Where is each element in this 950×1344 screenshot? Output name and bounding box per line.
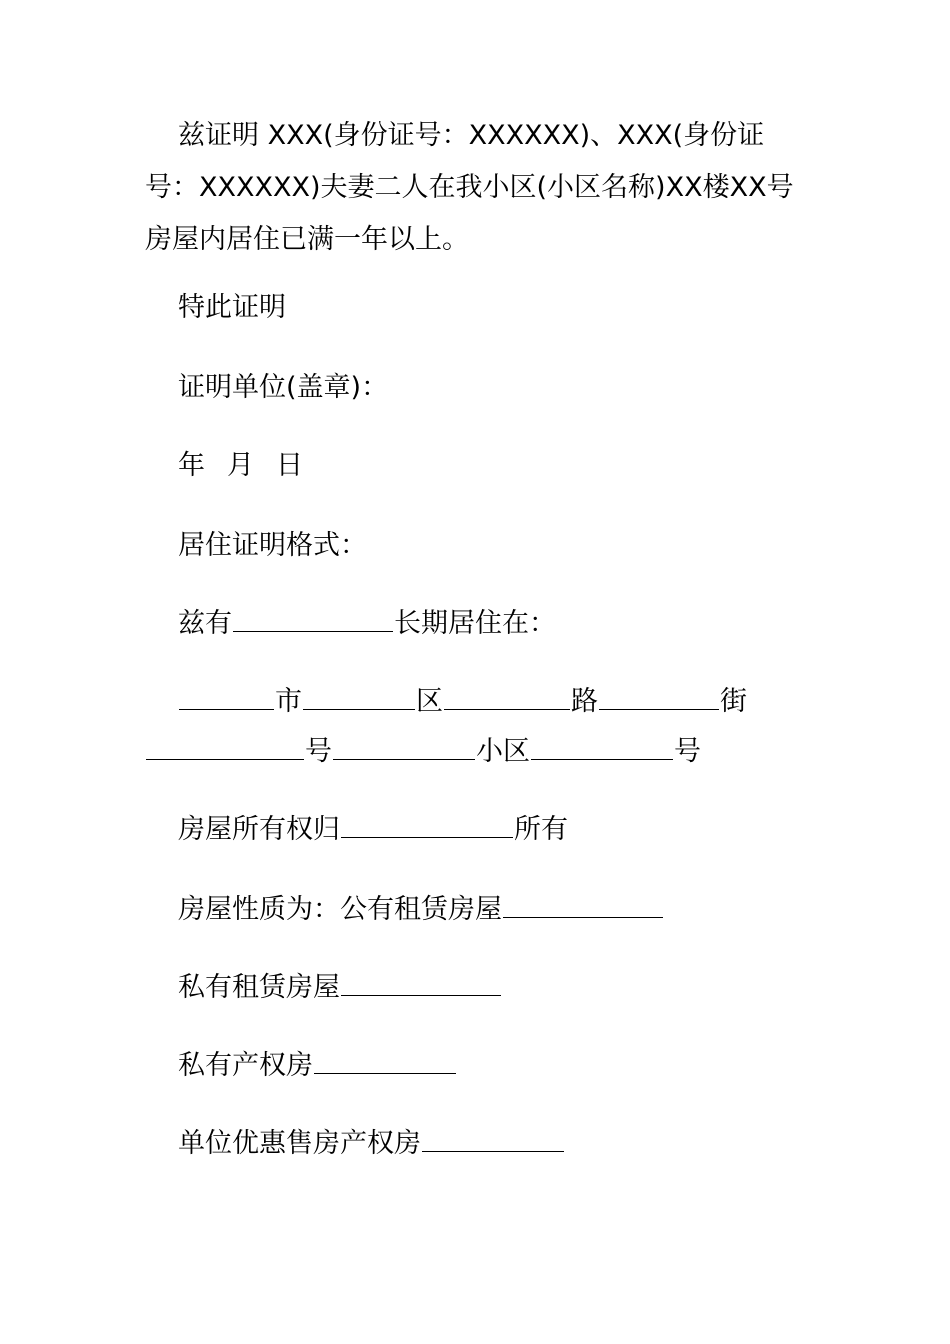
district-label: 区 (416, 686, 443, 717)
format-title: 居住证明格式： (178, 530, 367, 561)
unit-discount-blank[interactable] (422, 1125, 564, 1152)
street-blank[interactable] (599, 683, 719, 710)
nature-label: 房屋性质为：公有租赁房屋 (178, 894, 502, 925)
nature-line (178, 890, 664, 930)
residence-suffix: 长期居住在： (394, 608, 556, 639)
city-label: 市 (275, 686, 302, 717)
public-rent-blank[interactable] (503, 891, 663, 918)
private-property-blank[interactable] (314, 1047, 456, 1074)
private-property-line (178, 1046, 457, 1086)
date-year: 年 (178, 450, 205, 481)
intro-paragraph: 兹证明 XXX(身份证号：XXXXXX)、XXX(身份证号：XXXXXX)夫妻二人在我小区(小区名称)XX楼XX号房屋内居住已满一年以上。 (145, 120, 794, 255)
resident-name-blank[interactable] (233, 605, 393, 632)
address-line-1 (178, 682, 747, 722)
residence-line (178, 604, 556, 644)
unit-discount-label: 单位优惠售房产权房 (178, 1128, 421, 1159)
address-line-2 (145, 732, 701, 772)
city-blank[interactable] (179, 683, 274, 710)
ownership-suffix: 所有 (514, 814, 568, 845)
unit-discount-line (178, 1124, 565, 1164)
ownership-line (178, 810, 568, 850)
number2-label: 号 (674, 736, 701, 767)
special-statement: 特此证明 (178, 292, 286, 323)
date-line (178, 446, 303, 486)
road-label: 路 (571, 686, 598, 717)
date-day: 日 (276, 450, 303, 481)
owner-blank[interactable] (341, 811, 513, 838)
residence-prefix: 兹有 (178, 608, 232, 639)
private-rent-blank[interactable] (341, 969, 501, 996)
private-rent-label: 私有租赁房屋 (178, 972, 340, 1003)
district-blank[interactable] (303, 683, 415, 710)
community-label: 小区 (476, 736, 530, 767)
number1-label: 号 (305, 736, 332, 767)
street-label: 街 (720, 686, 747, 717)
number1-blank[interactable] (146, 733, 304, 760)
private-rent-line (178, 968, 502, 1008)
private-property-label: 私有产权房 (178, 1050, 313, 1081)
community-blank[interactable] (333, 733, 475, 760)
certifying-unit-label: 证明单位(盖章)： (178, 372, 389, 403)
number2-blank[interactable] (531, 733, 673, 760)
road-blank[interactable] (444, 683, 570, 710)
ownership-prefix: 房屋所有权归 (178, 814, 340, 845)
date-month: 月 (227, 450, 254, 481)
